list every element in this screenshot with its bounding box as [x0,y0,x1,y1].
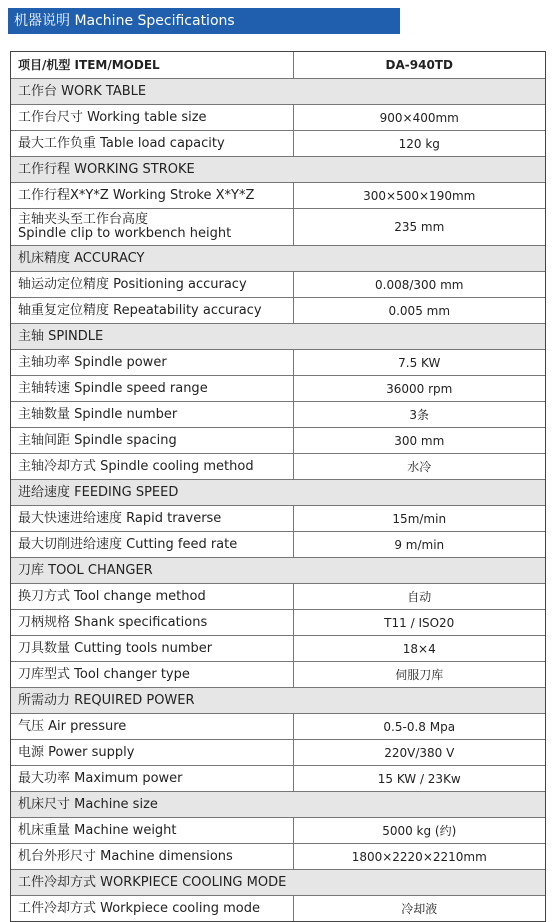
section-label: 主轴 SPINDLE [11,324,545,350]
section-label: 工作台 WORK TABLE [11,79,545,105]
spec-label: 换刀方式 Tool change method [11,584,293,610]
table-row [11,532,545,558]
table-row [11,454,545,480]
spec-label: 主轴间距 Spindle spacing [11,428,293,454]
spec-label: 机台外形尺寸 Machine dimensions [11,844,293,870]
spec-value: 300 mm [293,428,545,454]
spec-value: 水冷 [293,454,545,480]
spec-value: 220V/380 V [293,740,545,766]
spec-value: 120 kg [293,131,545,157]
section-row [11,688,545,714]
spec-value: 3条 [293,402,545,428]
table-row [11,610,545,636]
spec-value: 15 KW / 23Kw [293,766,545,792]
table-row [11,896,545,922]
header-label: 项目/机型 ITEM/MODEL [11,52,293,79]
table-row [11,636,545,662]
spec-label: 主轴转速 Spindle speed range [11,376,293,402]
section-label: 刀库 TOOL CHANGER [11,558,545,584]
table-row [11,350,545,376]
spec-value: 伺服刀库 [293,662,545,688]
spec-value: 36000 rpm [293,376,545,402]
table-header-row [11,52,545,79]
spec-value: 1800×2220×2210mm [293,844,545,870]
section-row [11,870,545,896]
spec-value: 5000 kg (约) [293,818,545,844]
section-label: 进给速度 FEEDING SPEED [11,480,545,506]
section-row [11,792,545,818]
section-label: 工作行程 WORKING STROKE [11,157,545,183]
section-row [11,480,545,506]
table-row [11,298,545,324]
spec-value: 冷却液 [293,896,545,922]
spec-label: 电源 Power supply [11,740,293,766]
spec-value: 15m/min [293,506,545,532]
section-row [11,324,545,350]
section-row [11,246,545,272]
spec-value: 0.005 mm [293,298,545,324]
section-label: 工件冷却方式 WORKPIECE COOLING MODE [11,870,545,896]
spec-value: 9 m/min [293,532,545,558]
spec-value: 300×500×190mm [293,183,545,209]
table-row [11,402,545,428]
spec-label: 主轴功率 Spindle power [11,350,293,376]
spec-label: 主轴夹头至工作台高度 Spindle clip to workbench height [11,209,293,246]
table-row [11,428,545,454]
section-label: 所需动力 REQUIRED POWER [11,688,545,714]
table-row [11,272,545,298]
spec-label: 主轴冷却方式 Spindle cooling method [11,454,293,480]
table-row [11,584,545,610]
table-row [11,506,545,532]
spec-label: 工作行程X*Y*Z Working Stroke X*Y*Z [11,183,293,209]
spec-label: 刀具数量 Cutting tools number [11,636,293,662]
spec-label: 轴运动定位精度 Positioning accuracy [11,272,293,298]
spec-value: 7.5 KW [293,350,545,376]
spec-value: 0.008/300 mm [293,272,545,298]
spec-label: 最大切削进给速度 Cutting feed rate [11,532,293,558]
spec-label: 刀柄规格 Shank specifications [11,610,293,636]
spec-value: 18×4 [293,636,545,662]
spec-label: 工作台尺寸 Working table size [11,105,293,131]
table-row [11,209,545,246]
spec-label: 气压 Air pressure [11,714,293,740]
spec-label: 轴重复定位精度 Repeatability accuracy [11,298,293,324]
spec-label: 机床重量 Machine weight [11,818,293,844]
section-row [11,157,545,183]
spec-value: 0.5-0.8 Mpa [293,714,545,740]
section-row [11,558,545,584]
spec-value: T11 / ISO20 [293,610,545,636]
table-row [11,844,545,870]
spec-value: 900×400mm [293,105,545,131]
table-row [11,818,545,844]
header-model: DA-940TD [293,52,545,79]
page-title: 机器说明 Machine Specifications [8,8,400,34]
spec-label: 最大工作负重 Table load capacity [11,131,293,157]
table-row [11,662,545,688]
table-row [11,376,545,402]
spec-label: 主轴数量 Spindle number [11,402,293,428]
spec-value: 235 mm [293,209,545,246]
section-label: 机床尺寸 Machine size [11,792,545,818]
spec-value: 自动 [293,584,545,610]
spec-label: 最大快速进给速度 Rapid traverse [11,506,293,532]
table-row [11,105,545,131]
spec-table [10,51,546,922]
table-row [11,766,545,792]
spec-label: 最大功率 Maximum power [11,766,293,792]
section-label: 机床精度 ACCURACY [11,246,545,272]
section-row [11,79,545,105]
table-row [11,740,545,766]
table-row [11,714,545,740]
spec-label: 刀库型式 Tool changer type [11,662,293,688]
table-row [11,183,545,209]
spec-label: 工件冷却方式 Workpiece cooling mode [18,900,260,916]
table-row [11,131,545,157]
